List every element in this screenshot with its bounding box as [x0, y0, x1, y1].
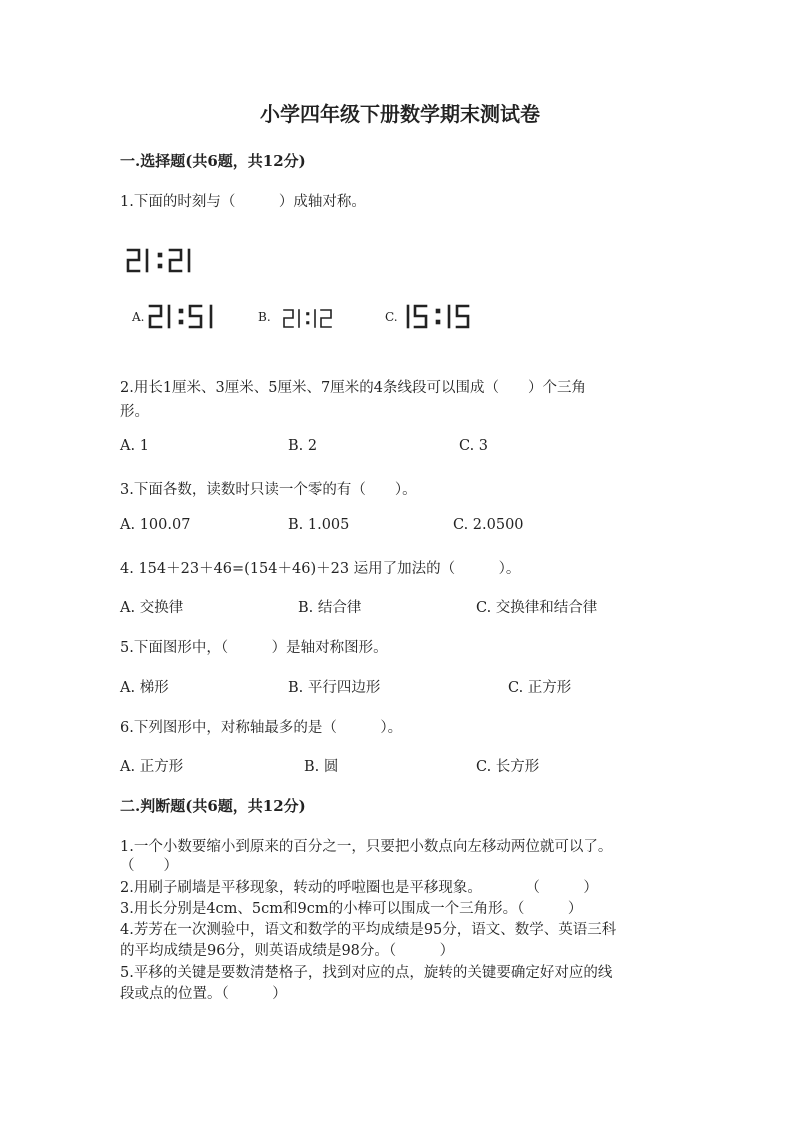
q6-stem: 6.下列图形中，对称轴最多的是（ ）。: [120, 720, 403, 736]
digital-clock-icon: [282, 308, 342, 330]
q6-option-a: A. 正方形: [120, 759, 184, 775]
q1-option-a-clock: [148, 304, 220, 330]
q1-option-b-clock: [282, 308, 342, 330]
q3-option-c: C. 2.0500: [453, 517, 524, 533]
judge-line: 4.芳芳在一次测验中，语文和数学的平均成绩是95分，语文、数学、英语三科: [120, 922, 617, 938]
page-title: 小学四年级下册数学期末测试卷: [260, 102, 540, 126]
q5-option-c: C. 正方形: [508, 680, 572, 696]
judge-line: 3.用长分别是4cm、5cm和9cm的小棒可以围成一个三角形。（ ）: [120, 901, 583, 917]
q1-stem: 1.下面的时刻与（ ）成轴对称。: [120, 194, 366, 210]
q1-reference-clock: [126, 248, 198, 274]
judge-line: 2.用刷子刷墙是平移现象，转动的呼啦圈也是平移现象。 （ ）: [120, 880, 598, 896]
q2-stem-line1: 2.用长1厘米、3厘米、5厘米、7厘米的4条线段可以围成（ ）个三角: [120, 380, 586, 396]
q6-option-c: C. 长方形: [476, 759, 540, 775]
q5-stem: 5.下面图形中，（ ）是轴对称图形。: [120, 640, 388, 656]
digital-clock-icon: [404, 304, 476, 330]
q4-option-b: B. 结合律: [298, 600, 362, 616]
digital-clock-icon: [126, 248, 198, 274]
q4-option-c: C. 交换律和结合律: [476, 600, 598, 616]
q5-option-a: A. 梯形: [120, 680, 169, 696]
section-1-heading: 一.选择题(共6题，共12分): [120, 152, 306, 170]
q2-option-a: A. 1: [120, 438, 149, 454]
judge-line: 的平均成绩是96分，则英语成绩是98分。（ ）: [120, 943, 455, 959]
q4-option-a: A. 交换律: [120, 600, 184, 616]
q1-option-c-clock: [404, 304, 476, 330]
section-2-heading: 二.判断题(共6题，共12分): [120, 797, 306, 815]
digital-clock-icon: [148, 304, 220, 330]
q2-option-b: B. 2: [288, 438, 318, 454]
q1-option-a-label: A.: [132, 310, 145, 324]
q2-option-c: C. 3: [459, 438, 489, 454]
q5-option-b: B. 平行四边形: [288, 680, 381, 696]
q1-option-b-label: B.: [258, 310, 271, 324]
q4-stem: 4. 154＋23＋46=(154＋46)＋23 运用了加法的（ ）。: [120, 561, 521, 577]
q1-option-c-label: C.: [385, 310, 398, 324]
q6-option-b: B. 圆: [304, 759, 339, 775]
judge-line: 1.一个小数要缩小到原来的百分之一，只要把小数点向左移动两位就可以了。: [120, 839, 613, 855]
judge-line: 5.平移的关键是要数清楚格子，找到对应的点，旋转的关键要确定好对应的线: [120, 965, 613, 981]
judge-line: 段或点的位置。（ ）: [120, 986, 287, 1002]
q3-option-a: A. 100.07: [120, 517, 191, 533]
judge-line: （ ）: [120, 858, 178, 874]
q3-option-b: B. 1.005: [288, 517, 350, 533]
q3-stem: 3.下面各数，读数时只读一个零的有（ ）。: [120, 482, 417, 498]
q2-stem-line2: 形。: [120, 404, 149, 420]
